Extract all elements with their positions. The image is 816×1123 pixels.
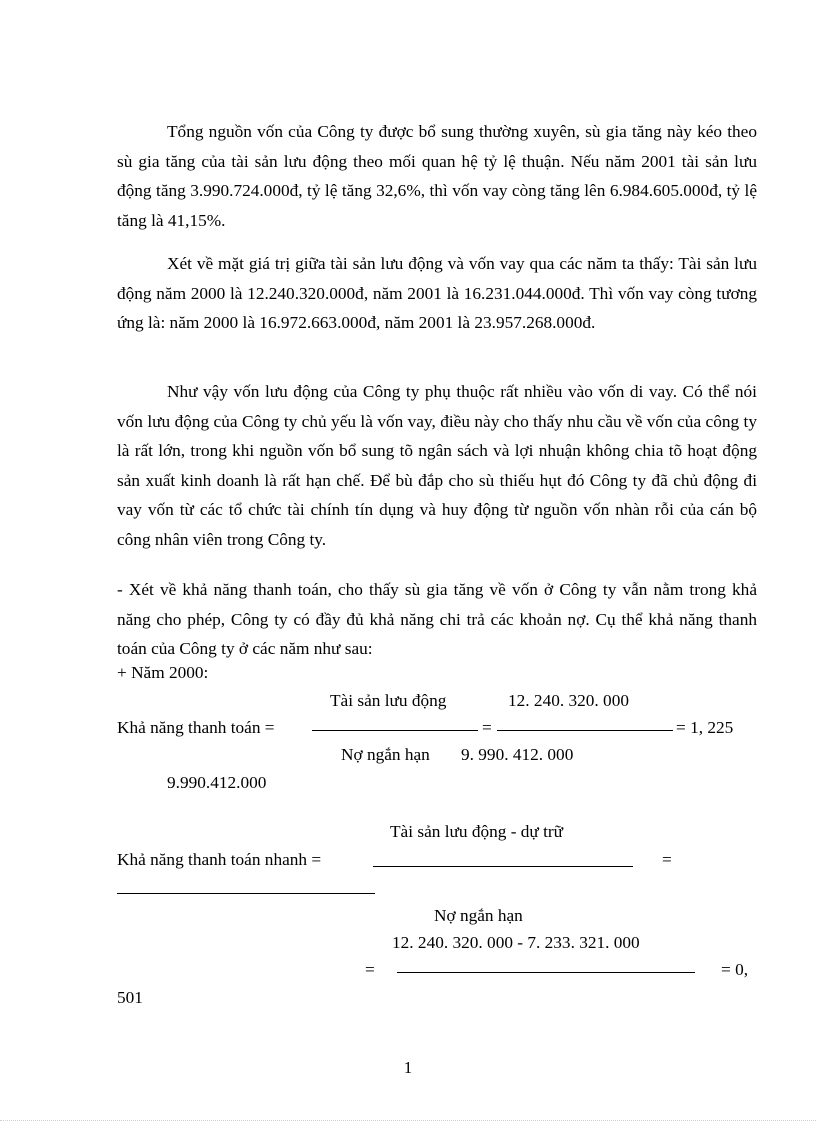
- formula2-result: = 0,: [721, 960, 749, 979]
- year-label: + Năm 2000:: [117, 663, 209, 682]
- formula1-numerator-text: Tài sản lưu động: [330, 691, 447, 710]
- formula2-value-line: [397, 972, 695, 973]
- formula1-eq: =: [482, 718, 492, 737]
- formula2-eq: =: [662, 850, 672, 869]
- formula1-value-line: [497, 730, 673, 731]
- formula2-label: Khả năng thanh toán nhanh =: [117, 850, 322, 869]
- paragraph-1: Tổng nguồn vốn của Công ty được bổ sung thường xuyên, sù gia tăng này kéo theo sù gia tăng của tài sản lưu động theo mối quan hệ tỷ lệ thuận. Nếu năm 2001 tài sản lưu động tăng 3.990.724.000đ, tỷ lệ tăng 32,6%, thì vốn vay còng tăng lên 6.984.605.000đ, tỷ lệ tăng là 41,15%.: [117, 122, 757, 230]
- paragraph-2: Xét về mặt giá trị giữa tài sản lưu động và vốn vay qua các năm ta thấy: Tài sản lưu động năm 2000 là 12.240.320.000đ, năm 2001 là 16.231.044.000đ. Thì vốn vay còng tương ứng là: năm 2000 là 16.972.663.000đ, năm 2001 là 23.957.268.000đ.: [117, 254, 757, 332]
- paragraph-3: Như vậy vốn lưu động của Công ty phụ thuộc rất nhiều vào vốn di vay. Có thể nói vốn lưu động của Công ty chủ yếu là vốn vay, điều này cho thấy nhu cầu về vốn của công ty là rất lớn, trong khi nguồn vốn bổ sung tõ ngân sách và lợi nhuận không chia tõ hoạt động sản xuất kinh doanh là rất hạn chế. Để bù đắp cho sù thiếu hụt đó Công ty đã chủ động đi vay vốn từ các tổ chức tài chính tín dụng và huy động từ nguồn vốn nhàn rỗi của cán bộ công nhân viên trong Công ty.: [117, 382, 757, 549]
- page-bottom-rule: [0, 1120, 816, 1121]
- formula1-denominator-value: 9. 990. 412. 000: [461, 745, 574, 764]
- formula1-result: = 1, 225: [676, 718, 734, 737]
- formula1-numerator-value: 12. 240. 320. 000: [508, 691, 629, 710]
- formula2-fraction-line: [373, 866, 633, 867]
- page-number: 1: [403, 1058, 413, 1077]
- formula2-numerator-text: Tài sản lưu động - dự trữ: [390, 822, 564, 841]
- formula2-eq2: =: [365, 960, 375, 979]
- formula1-fraction-line: [312, 730, 478, 731]
- formula2-denominator-text: Nợ ngắn hạn: [434, 906, 523, 925]
- paragraph-4: - Xét về khả năng thanh toán, cho thấy sù gia tăng về vốn ở Công ty vẫn nằm trong khả năng cho phép, Công ty có đầy đủ khả năng chi trả các khoản nợ. Cụ thể khả năng thanh toán của Công ty ở các năm như sau:: [117, 580, 757, 658]
- formula2-result-cont: 501: [117, 988, 143, 1007]
- formula1-denominator-text: Nợ ngắn hạn: [341, 745, 430, 764]
- formula1-stray-value: 9.990.412.000: [167, 773, 267, 792]
- formula1-label: Khả năng thanh toán =: [117, 718, 275, 737]
- formula2-numerator-value: 12. 240. 320. 000 - 7. 233. 321. 000: [392, 933, 640, 952]
- formula2-continued-line: [117, 893, 375, 894]
